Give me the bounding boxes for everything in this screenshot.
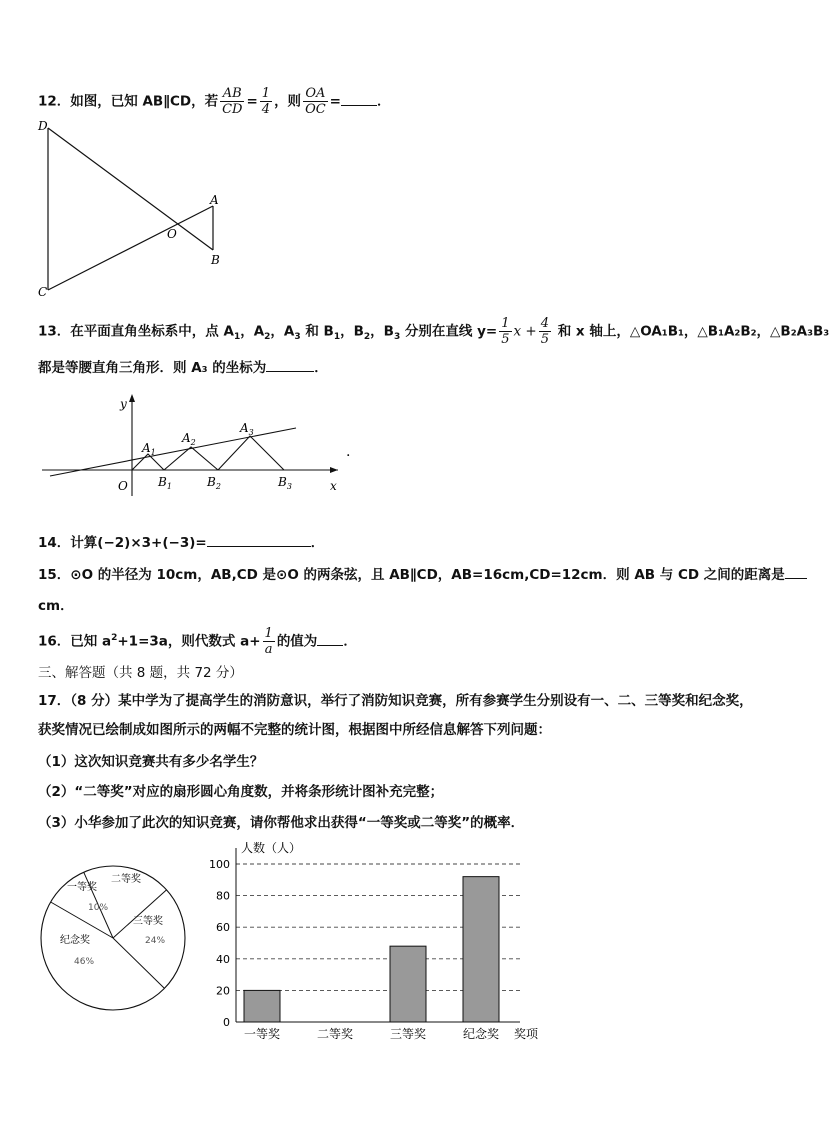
x-tick-label-1: 二等奖	[316, 1027, 354, 1041]
label-A1: $A_1$	[142, 441, 156, 457]
q15-stem-line2: cm．	[38, 598, 74, 614]
q13-answer-blank[interactable]	[266, 371, 314, 372]
bar-3	[463, 877, 499, 1022]
q14-answer-blank[interactable]	[207, 546, 311, 547]
pie-label-first: 一等奖	[67, 882, 97, 893]
q13-figure	[38, 392, 358, 498]
label-C: C	[38, 285, 48, 299]
label-A2: $A_2$	[182, 431, 196, 447]
q13-frac-1-5: $\frac{1}{5}$	[501, 316, 510, 347]
bar-2	[390, 946, 426, 1022]
q12-frac-1-4: $\frac{1}{4}$	[261, 86, 271, 117]
bar-0	[244, 990, 280, 1022]
origin-label: O	[118, 479, 128, 493]
label-A: A	[210, 193, 219, 207]
axis-y-label: y	[120, 397, 127, 411]
y-tick-label-60: 60	[216, 921, 230, 935]
bar-chart	[200, 836, 545, 1044]
q17-sub3: （3）小华参加了此次的知识竞赛，请你帮他求出获得“一等奖或二等奖”的概率．	[38, 815, 525, 831]
label-B2: $B_2$	[207, 475, 221, 491]
q16-answer-blank[interactable]	[317, 645, 343, 646]
q14-stem: 14．计算(−2)×3+(−3)= ．	[38, 535, 325, 551]
axis-x-label: x	[330, 479, 337, 493]
label-B: B	[211, 253, 220, 267]
q12-answer-blank[interactable]	[341, 105, 377, 106]
q17-sub2: （2）“二等奖”对应的扇形圆心角度数，并将条形统计图补充完整；	[38, 784, 444, 800]
label-O: O	[167, 227, 177, 241]
x-tick-label-3: 纪念奖	[462, 1027, 500, 1041]
q12-frac-ab-cd: $\frac{AB}{CD}$	[222, 86, 243, 117]
y-tick-label-100: 100	[209, 858, 230, 871]
label-A3: $A_3$	[240, 421, 254, 437]
q13-frac-4-5: $\frac{4}{5}$	[540, 316, 550, 347]
y-tick-label-40: 40	[216, 952, 230, 966]
q15-stem-line1: 15．⊙O 的半径为 10cm，AB,CD 是⊙O 的两条弦，且 AB∥CD，AB=16cm,CD=12cm．则 AB 与 CD 之间的距离是	[38, 563, 807, 583]
pie-pct-first: 10%	[88, 903, 109, 913]
q12-prefix: 12．如图，已知 AB∥CD，若	[38, 93, 219, 110]
y-tick-label-0: 0	[223, 1016, 230, 1029]
pie-pct-memorial: 46%	[74, 957, 95, 967]
x-axis-title: 奖项	[514, 1027, 539, 1041]
y-tick-label-80: 80	[216, 889, 230, 903]
x-tick-label-2: 三等奖	[389, 1027, 427, 1041]
y-axis-title: 人数（人）	[241, 841, 302, 855]
y-tick-label-20: 20	[216, 984, 230, 998]
label-B1: $B_1$	[158, 475, 172, 491]
stray-dot: .	[346, 444, 351, 460]
q16-stem: 16．已知 $a^2+1=3a$，则代数式 a+ $\frac{1}{a}$ 的值为 ．	[38, 626, 357, 657]
pie-chart	[36, 858, 196, 1013]
q17-line1: 17．（8 分）某中学为了提高学生的消防意识，举行了消防知识竞赛，所有参赛学生分别设有一、二、三等奖和纪念奖，	[38, 693, 753, 709]
x-tick-label-0: 一等奖	[243, 1027, 281, 1041]
q13-stem-line1: 13．在平面直角坐标系中，点 $A_1$，$A_2$，$A_3$ 和 $B_1$，$B_2$，$B_3$ 分别在直线 y= $\frac{1}{5}$ x + $\frac{4}{5}$ 和 x 轴上，△OA₁B₁，△B₁A₂B₂，△B₂A₃B₃	[38, 316, 829, 347]
label-D: D	[38, 119, 48, 133]
q17-sub1: （1）这次知识竞赛共有多少名学生？	[38, 754, 264, 770]
q13-stem-line2: 都是等腰直角三角形．则 A₃ 的坐标为 ．	[38, 360, 328, 376]
q16-frac-1-a: $\frac{1}{a}$	[264, 626, 273, 657]
pie-label-third: 三等奖	[133, 916, 163, 927]
pie-label-second: 二等奖	[111, 874, 141, 885]
pie-label-memorial: 纪念奖	[60, 935, 90, 946]
q15-answer-blank[interactable]	[785, 578, 807, 579]
label-B3: $B_3$	[278, 475, 292, 491]
section-3-title: 三、解答题（共 8 题，共 72 分）	[38, 665, 243, 681]
q12-figure	[30, 118, 240, 303]
q17-line2: 获奖情况已绘制成如图所示的两幅不完整的统计图，根据图中所经信息解答下列问题：	[38, 722, 551, 738]
q12-frac-oa-oc: $\frac{OA}{OC}$	[305, 86, 326, 117]
pie-pct-third: 24%	[145, 936, 166, 946]
q12-stem: 12．如图，已知 AB∥CD，若 $\frac{AB}{CD}$ = $\frac{1}{4}$ ，则 $\frac{OA}{OC}$ = ．	[38, 86, 391, 117]
